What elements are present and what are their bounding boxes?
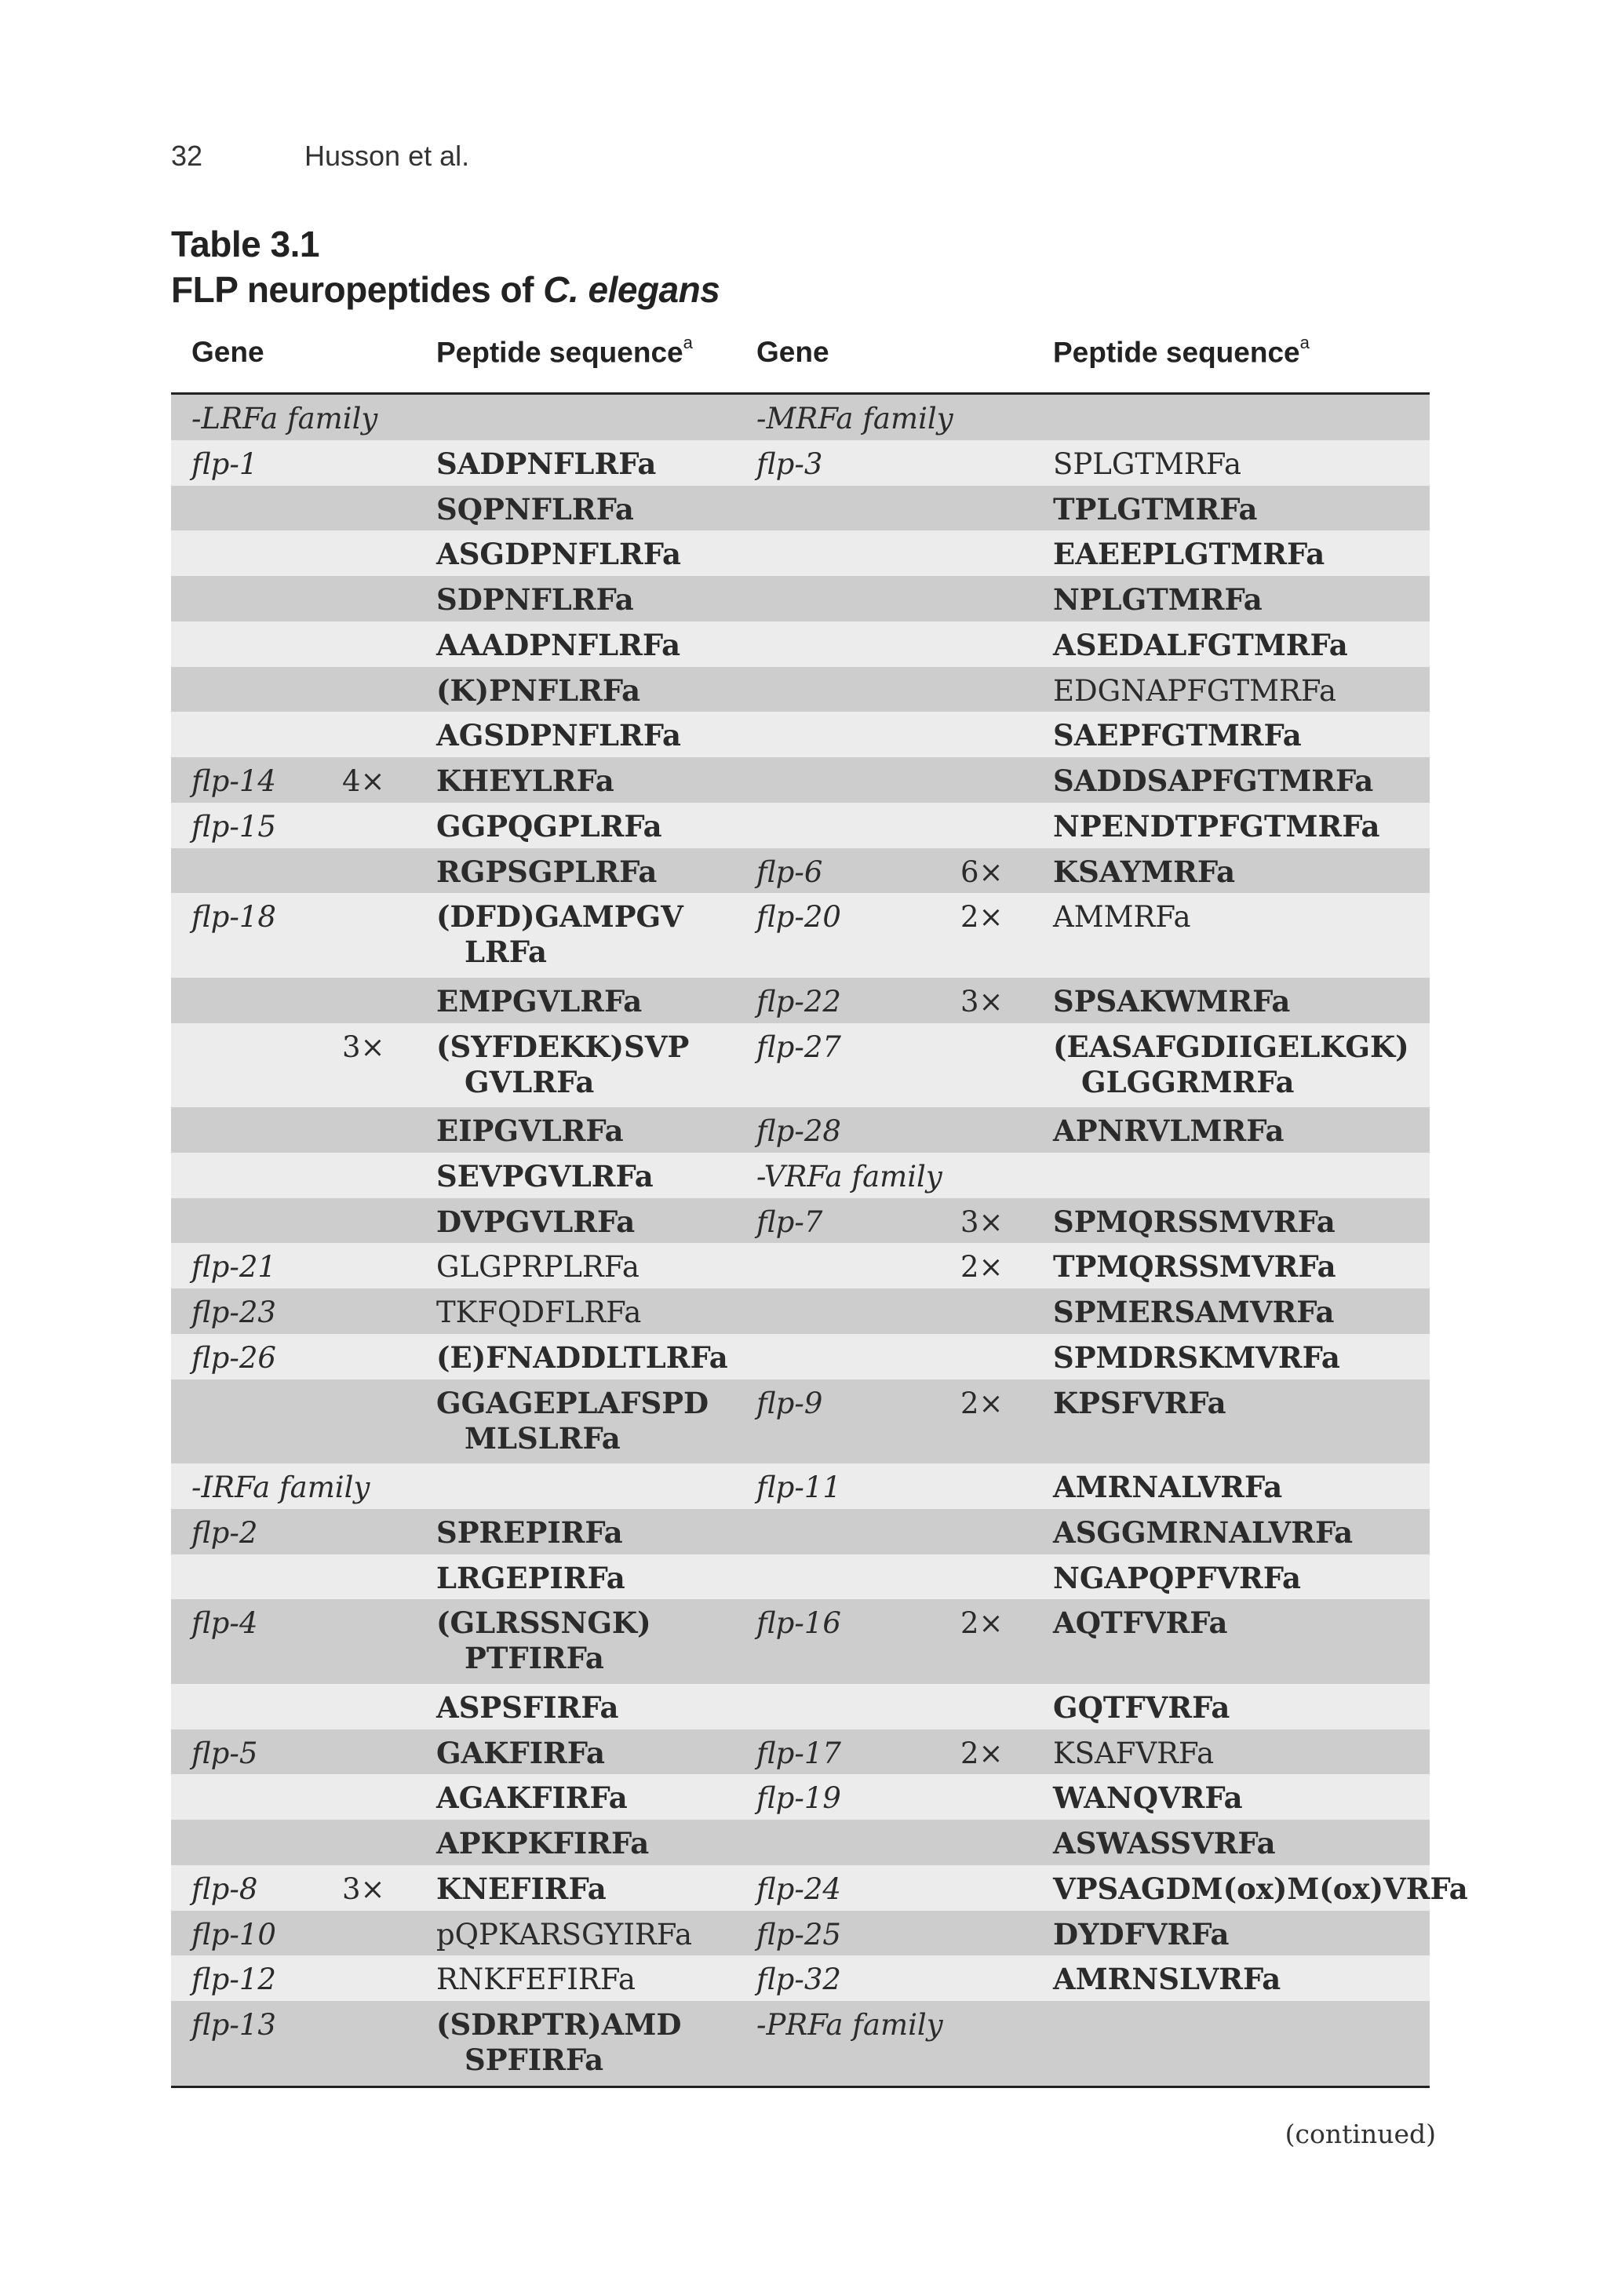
- peptide-sequence-cell: ASPSFIRFa: [436, 1689, 619, 1725]
- peptide-sequence-cell: KSAYMRFa: [1053, 854, 1236, 889]
- table-row: [171, 1198, 1430, 1244]
- peptide-sequence-cell: APNRVLMRFa: [1053, 1113, 1285, 1149]
- peptide-sequence-cell: VPSAGDM(ox)M(ox)VRFa: [1053, 1871, 1468, 1906]
- table-row: [171, 1153, 1430, 1198]
- column-header-peptide-1: Peptide sequence$^a$: [436, 333, 693, 369]
- gene-cell: flp-15: [191, 809, 276, 844]
- gene-cell: flp-7: [756, 1204, 823, 1239]
- peptide-sequence-cell: AAADPNFLRFa: [436, 627, 681, 662]
- peptide-sequence-cell: SPMERSAMVRFa: [1053, 1295, 1335, 1330]
- table-row: [171, 621, 1430, 667]
- peptide-sequence-cell: SPREPIRFa: [436, 1514, 623, 1550]
- peptide-sequence-cell: GGAGEPLAFSPD MLSLRFa: [436, 1385, 709, 1456]
- footnote-mark: a: [683, 333, 693, 352]
- peptide-sequence-cell: pQPKARSGYIRFa: [436, 1917, 693, 1952]
- gene-cell: flp-16: [756, 1606, 841, 1641]
- table-row: [171, 1820, 1430, 1865]
- peptide-sequence-cell: SQPNFLRFa: [436, 491, 634, 527]
- copy-count-cell: 6×: [960, 855, 1004, 889]
- peptide-sequence-cell: KNEFIRFa: [436, 1871, 607, 1906]
- peptide-sequence-cell: SADDSAPFGTMRFa: [1053, 764, 1374, 798]
- copy-count-cell: 4×: [342, 764, 385, 798]
- table-row: [171, 486, 1430, 531]
- table-row: [171, 667, 1430, 712]
- table-number: Table 3.1: [171, 224, 319, 264]
- peptide-sequence-cell: GGPQGPLRFa: [436, 808, 662, 844]
- peptide-sequence-cell: TPLGTMRFa: [1053, 491, 1258, 527]
- peptide-sequence-cell: SEVPGVLRFa: [436, 1158, 654, 1194]
- gene-cell: flp-26: [191, 1340, 276, 1375]
- gene-cell: flp-24: [756, 1871, 841, 1906]
- gene-cell: flp-13: [191, 2008, 276, 2043]
- table-title: FLP neuropeptides of C. elegans: [171, 269, 720, 310]
- gene-cell: flp-9: [756, 1386, 823, 1420]
- peptide-sequence-cell: RGPSGPLRFa: [436, 854, 658, 889]
- peptide-sequence-cell: NPENDTPFGTMRFa: [1053, 808, 1380, 844]
- peptide-sequence-cell: ASWASSVRFa: [1053, 1826, 1276, 1861]
- peptide-sequence-cell: SPMDRSKMVRFa: [1053, 1339, 1340, 1375]
- page-number: 32: [171, 140, 203, 172]
- copy-count-cell: 3×: [960, 984, 1004, 1019]
- table-row: [171, 1684, 1430, 1729]
- peptide-sequence-cell: SPLGTMRFa: [1053, 446, 1242, 481]
- table-row: [171, 1729, 1430, 1775]
- peptide-sequence-cell: ASGDPNFLRFa: [436, 537, 682, 572]
- copy-count-cell: 2×: [960, 1386, 1004, 1420]
- peptide-sequence-cell: DYDFVRFa: [1053, 1916, 1230, 1952]
- peptide-sequence-cell: DVPGVLRFa: [436, 1204, 636, 1239]
- table-row: [171, 1774, 1430, 1820]
- table-row: [171, 1379, 1430, 1464]
- peptide-sequence-cell: SADPNFLRFa: [436, 446, 657, 481]
- table-row: [171, 1463, 1430, 1509]
- peptide-sequence-cell: TKFQDFLRFa: [436, 1296, 642, 1330]
- table-row: [171, 395, 1430, 440]
- species-name: C. elegans: [543, 269, 720, 310]
- gene-cell: -MRFa family: [756, 402, 953, 436]
- gene-cell: flp-25: [756, 1917, 841, 1952]
- copy-count-cell: 2×: [960, 1606, 1004, 1641]
- table-row: [171, 712, 1430, 757]
- table-row: [171, 1023, 1430, 1108]
- peptide-sequence-cell: SDPNFLRFa: [436, 582, 634, 617]
- gene-cell: flp-22: [756, 984, 841, 1019]
- table-row: [171, 2001, 1430, 2086]
- table-row: [171, 1288, 1430, 1334]
- gene-cell: flp-32: [756, 1963, 841, 1997]
- peptide-sequence-cell: TPMQRSSMVRFa: [1053, 1249, 1336, 1285]
- peptide-sequence-cell: AMRNSLVRFa: [1053, 1962, 1281, 1997]
- column-header-gene-1: Gene: [191, 336, 264, 368]
- table-row: [171, 1509, 1430, 1554]
- peptide-sequence-cell: SPSAKWMRFa: [1053, 983, 1291, 1019]
- gene-cell: flp-5: [191, 1736, 258, 1770]
- peptide-sequence-cell: KPSFVRFa: [1053, 1385, 1226, 1420]
- gene-cell: flp-4: [191, 1606, 258, 1641]
- peptide-sequence-cell: LRGEPIRFa: [436, 1560, 625, 1595]
- gene-cell: flp-12: [191, 1963, 276, 1997]
- gene-cell: flp-21: [191, 1250, 276, 1285]
- peptide-sequence-cell: SAEPFGTMRFa: [1053, 718, 1302, 753]
- table-row: [171, 1243, 1430, 1288]
- gene-cell: flp-6: [756, 855, 823, 889]
- peptide-sequence-cell: RNKFEFIRFa: [436, 1963, 636, 1997]
- peptide-sequence-cell: GLGPRPLRFa: [436, 1250, 640, 1285]
- peptide-sequence-cell: (SDRPTR)AMD SPFIRFa: [436, 2007, 682, 2078]
- peptide-sequence-cell: EMPGVLRFa: [436, 983, 643, 1019]
- continued-note: (continued): [1285, 2119, 1436, 2149]
- table-row: [171, 893, 1430, 978]
- peptide-sequence-cell: EIPGVLRFa: [436, 1113, 624, 1149]
- gene-cell: flp-17: [756, 1736, 841, 1770]
- peptide-sequence-cell: (DFD)GAMPGV LRFa: [436, 899, 683, 970]
- table-row: [171, 1911, 1430, 1956]
- gene-cell: flp-3: [756, 446, 823, 481]
- table-row: [171, 1107, 1430, 1153]
- gene-cell: flp-10: [191, 1917, 276, 1952]
- table-row: [171, 1334, 1430, 1379]
- peptide-sequence-cell: (EASAFGDIIGELKGK) GLGGRMRFa: [1053, 1029, 1409, 1099]
- gene-cell: flp-18: [191, 900, 276, 935]
- copy-count-cell: 2×: [960, 900, 1004, 935]
- column-header-gene-2: Gene: [756, 336, 829, 368]
- gene-cell: flp-20: [756, 900, 841, 935]
- copy-count-cell: 2×: [960, 1250, 1004, 1285]
- peptide-sequence-cell: (SYFDEKK)SVP GVLRFa: [436, 1029, 690, 1099]
- peptide-sequence-cell: WANQVRFa: [1053, 1780, 1243, 1816]
- peptide-table: [171, 395, 1468, 2086]
- peptide-sequence-cell: ASEDALFGTMRFa: [1053, 627, 1348, 662]
- peptide-sequence-cell: SPMQRSSMVRFa: [1053, 1204, 1336, 1239]
- column-header-row: [171, 328, 1430, 378]
- peptide-sequence-cell: EAEEPLGTMRFa: [1053, 537, 1325, 572]
- peptide-sequence-cell: (K)PNFLRFa: [436, 672, 641, 708]
- copy-count-cell: 3×: [960, 1204, 1004, 1239]
- peptide-sequence-cell: APKPKFIRFa: [436, 1826, 650, 1861]
- gene-cell: -LRFa family: [191, 402, 378, 436]
- gene-cell: flp-23: [191, 1296, 276, 1330]
- table-row: [171, 576, 1430, 621]
- table-caption: [171, 221, 720, 312]
- peptide-sequence-cell: GQTFVRFa: [1053, 1689, 1230, 1725]
- peptide-sequence-cell: EDGNAPFGTMRFa: [1053, 673, 1337, 708]
- peptide-sequence-cell: AGSDPNFLRFa: [436, 718, 682, 753]
- table-row: [171, 978, 1430, 1023]
- gene-cell: -VRFa family: [756, 1159, 942, 1194]
- table-row: [171, 1955, 1430, 2001]
- running-head-authors: Husson et al.: [304, 140, 470, 172]
- peptide-sequence-cell: GAKFIRFa: [436, 1735, 606, 1770]
- table-row: [171, 440, 1430, 486]
- peptide-sequence-cell: KHEYLRFa: [436, 764, 614, 798]
- table-row: [171, 757, 1430, 803]
- table-row: [171, 1599, 1430, 1684]
- gene-cell: flp-2: [191, 1515, 258, 1550]
- peptide-sequence-cell: AMMRFa: [1053, 900, 1191, 935]
- gene-cell: flp-11: [756, 1471, 841, 1505]
- footnote-mark: a: [1299, 333, 1310, 352]
- gene-cell: -IRFa family: [191, 1471, 370, 1505]
- peptide-sequence-cell: (E)FNADDLTLRFa: [436, 1339, 728, 1375]
- peptide-sequence-cell: NPLGTMRFa: [1053, 582, 1263, 617]
- peptide-sequence-cell: KSAFVRFa: [1053, 1736, 1215, 1770]
- table-row: [171, 1554, 1430, 1600]
- gene-cell: -PRFa family: [756, 2008, 943, 2043]
- table-row: [171, 848, 1430, 894]
- gene-cell: flp-19: [756, 1781, 841, 1816]
- copy-count-cell: 2×: [960, 1736, 1004, 1770]
- peptide-sequence-cell: AGAKFIRFa: [436, 1780, 628, 1816]
- gene-cell: flp-14: [191, 764, 276, 798]
- gene-cell: flp-8: [191, 1871, 258, 1906]
- column-header-peptide-2: Peptide sequence$^a$: [1053, 333, 1310, 369]
- peptide-sequence-cell: ASGGMRNALVRFa: [1053, 1514, 1354, 1550]
- peptide-sequence-cell: (GLRSSNGK) PTFIRFa: [436, 1605, 651, 1676]
- peptide-sequence-cell: AMRNALVRFa: [1053, 1470, 1283, 1505]
- table-bottom-rule: [171, 2086, 1430, 2088]
- copy-count-cell: 3×: [342, 1871, 385, 1906]
- peptide-sequence-cell: NGAPQPFVRFa: [1053, 1560, 1301, 1595]
- gene-cell: flp-28: [756, 1114, 841, 1149]
- table-row: [171, 1865, 1468, 1911]
- table-row: [171, 803, 1430, 848]
- peptide-sequence-cell: AQTFVRFa: [1053, 1605, 1228, 1641]
- copy-count-cell: 3×: [342, 1030, 385, 1064]
- table-row: [171, 530, 1430, 576]
- gene-cell: flp-27: [756, 1030, 841, 1064]
- gene-cell: flp-1: [191, 446, 258, 481]
